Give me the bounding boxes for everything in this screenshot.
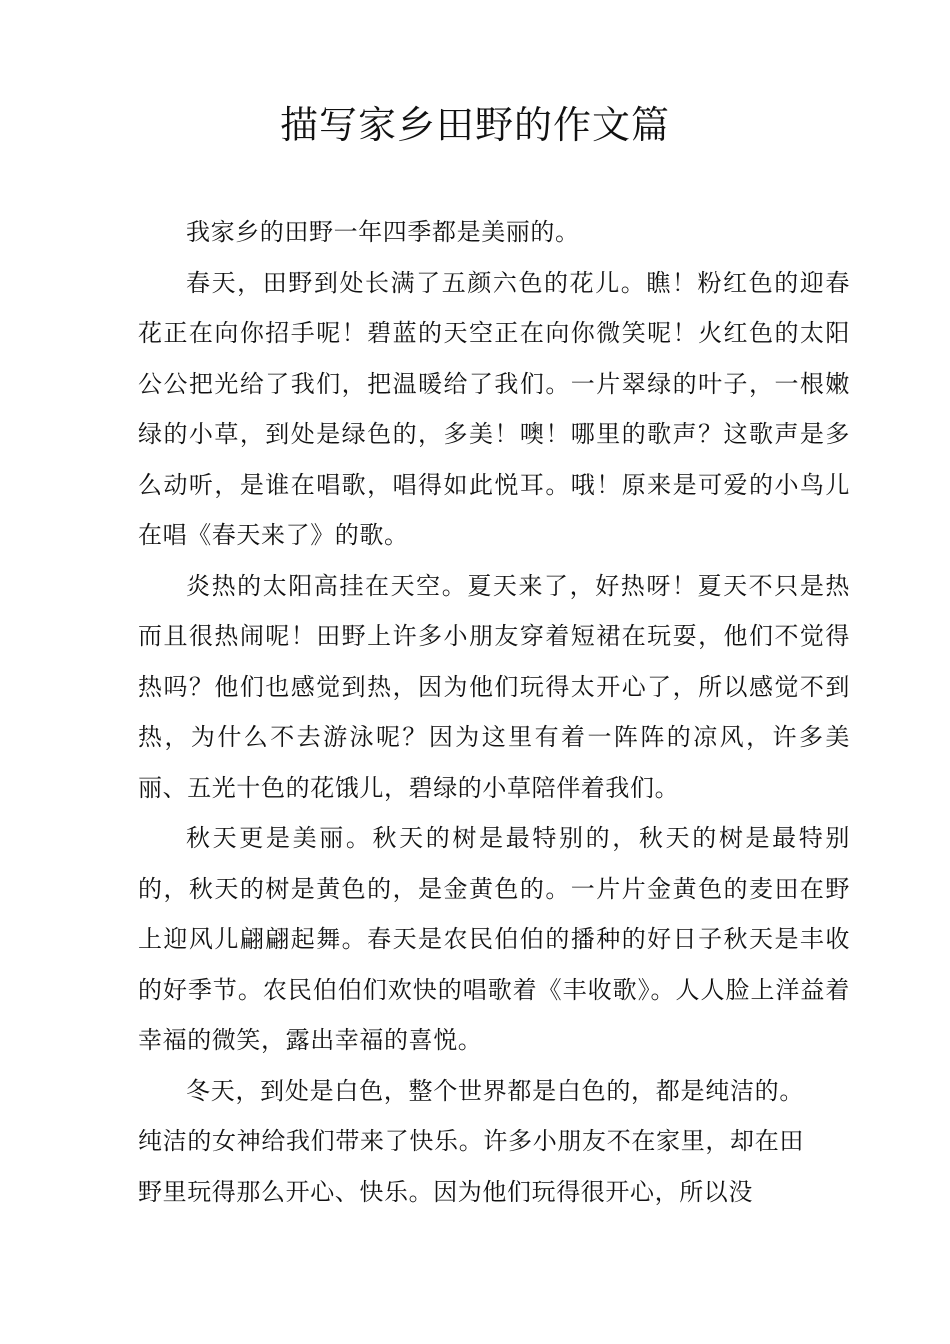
document-body — [138, 207, 850, 1217]
paragraph-summer: 炎热的太阳高挂在天空。夏天来了，好热呀！夏天不只是热而且很热闹呢！田野上许多小朋友穿着短裙在玩耍，他们不觉得热吗？他们也感觉到热，因为他们玩得太开心了，所以感觉不到热，为什么不去游泳呢？因为这里有着一阵阵的凉风，许多美丽、五光十色的花饿儿，碧绿的小草陪伴着我们。 — [138, 571, 850, 802]
paragraph-intro: 我家乡的田野一年四季都是美丽的。 — [186, 218, 580, 246]
document-title: 描写家乡田野的作文篇 — [279, 103, 670, 147]
paragraph-winter: 冬天，到处是白色，整个世界都是白色的，都是纯洁的。纯洁的女神给我们带来了快乐。许多小朋友不在家里，却在田野里玩得那么开心、快乐。因为他们玩得很开心，所以没 — [138, 1076, 804, 1206]
paragraph-autumn: 秋天更是美丽。秋天的树是最特别的，秋天的树是最特别的，秋天的树是黄色的，是金黄色的。一片片金黄色的麦田在野上迎风儿翩翩起舞。春天是农民伯伯的播种的好日子秋天是丰收的好季节。农民伯伯们欢快的唱歌着《丰收歌》。人人脸上洋益着幸福的微笑，露出幸福的喜悦。 — [138, 824, 850, 1054]
paragraph-spring: 春天，田野到处长满了五颜六色的花儿。瞧！粉红色的迎春花正在向你招手呢！碧蓝的天空正在向你微笑呢！火红色的太阳公公把光给了我们，把温暖给了我们。一片翠绿的叶子，一根嫩绿的小草，到处是绿色的，多美！噢！哪里的歌声？这歌声是多么动听，是谁在唱歌，唱得如此悦耳。哦！原来是可爱的小鸟儿在唱《春天来了》的歌。 — [138, 268, 850, 549]
